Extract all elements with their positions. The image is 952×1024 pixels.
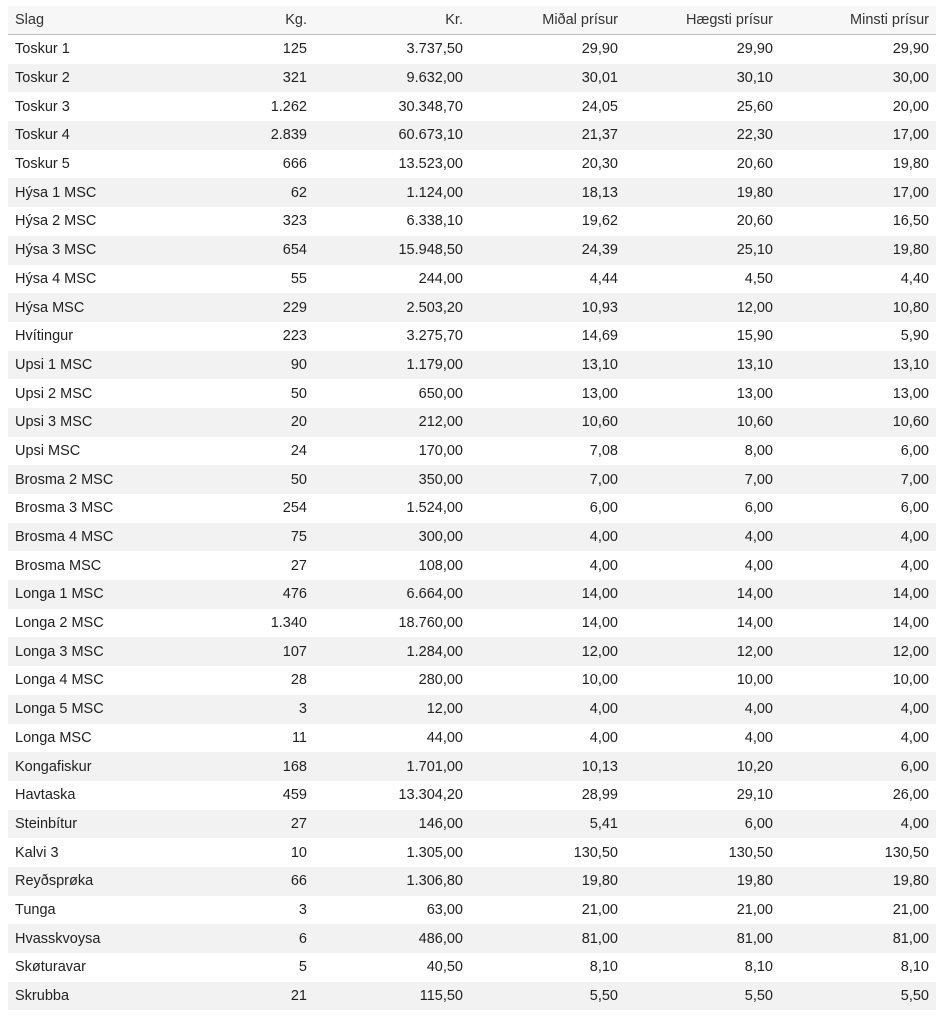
cell-midal-prisur: 14,00 [470, 580, 625, 609]
cell-haegsti-prisur: 25,10 [625, 236, 780, 265]
column-header-kg[interactable]: Kg. [168, 6, 314, 35]
cell-kg: 459 [168, 781, 314, 810]
cell-kr: 115,50 [314, 982, 470, 1011]
cell-kr: 350,00 [314, 465, 470, 494]
table-row [8, 437, 936, 466]
cell-kg: 229 [168, 293, 314, 322]
price-table-container [8, 6, 936, 1010]
cell-haegsti-prisur: 25,60 [625, 92, 780, 121]
cell-minsti-prisur: 10,00 [780, 666, 936, 695]
table-row [8, 322, 936, 351]
cell-minsti-prisur: 12,00 [780, 637, 936, 666]
column-header-haegsti-prisur[interactable]: Hægsti prísur [625, 6, 780, 35]
cell-minsti-prisur: 81,00 [780, 924, 936, 953]
cell-midal-prisur: 10,93 [470, 293, 625, 322]
cell-slag: Upsi 3 MSC [8, 408, 168, 437]
cell-kg: 21 [168, 982, 314, 1011]
table-row [8, 351, 936, 380]
cell-haegsti-prisur: 19,80 [625, 178, 780, 207]
cell-minsti-prisur: 17,00 [780, 178, 936, 207]
cell-haegsti-prisur: 4,00 [625, 695, 780, 724]
cell-slag: Brosma MSC [8, 551, 168, 580]
cell-kr: 170,00 [314, 437, 470, 466]
cell-slag: Longa 2 MSC [8, 609, 168, 638]
cell-haegsti-prisur: 8,10 [625, 953, 780, 982]
cell-minsti-prisur: 4,40 [780, 265, 936, 294]
cell-midal-prisur: 5,50 [470, 982, 625, 1011]
cell-slag: Longa 5 MSC [8, 695, 168, 724]
cell-minsti-prisur: 17,00 [780, 121, 936, 150]
cell-kr: 18.760,00 [314, 609, 470, 638]
cell-kg: 90 [168, 351, 314, 380]
cell-slag: Skrubba [8, 982, 168, 1011]
cell-kr: 1.306,80 [314, 867, 470, 896]
cell-minsti-prisur: 4,00 [780, 695, 936, 724]
cell-kg: 254 [168, 494, 314, 523]
table-row [8, 236, 936, 265]
table-row [8, 379, 936, 408]
table-row [8, 637, 936, 666]
cell-slag: Toskur 2 [8, 64, 168, 93]
cell-minsti-prisur: 5,50 [780, 982, 936, 1011]
cell-kg: 3 [168, 695, 314, 724]
cell-midal-prisur: 28,99 [470, 781, 625, 810]
cell-haegsti-prisur: 13,10 [625, 351, 780, 380]
cell-kr: 212,00 [314, 408, 470, 437]
cell-kg: 3 [168, 896, 314, 925]
cell-kr: 2.503,20 [314, 293, 470, 322]
table-row [8, 695, 936, 724]
table-row [8, 580, 936, 609]
cell-haegsti-prisur: 5,50 [625, 982, 780, 1011]
cell-slag: Brosma 2 MSC [8, 465, 168, 494]
cell-slag: Steinbítur [8, 810, 168, 839]
cell-haegsti-prisur: 12,00 [625, 637, 780, 666]
cell-kg: 6 [168, 924, 314, 953]
cell-haegsti-prisur: 29,10 [625, 781, 780, 810]
cell-haegsti-prisur: 10,20 [625, 752, 780, 781]
cell-slag: Toskur 5 [8, 150, 168, 179]
cell-slag: Kalvi 3 [8, 838, 168, 867]
table-row [8, 838, 936, 867]
table-row [8, 121, 936, 150]
cell-kg: 654 [168, 236, 314, 265]
cell-haegsti-prisur: 10,00 [625, 666, 780, 695]
cell-kr: 9.632,00 [314, 64, 470, 93]
cell-kr: 15.948,50 [314, 236, 470, 265]
cell-minsti-prisur: 30,00 [780, 64, 936, 93]
column-header-slag[interactable]: Slag [8, 6, 168, 35]
cell-haegsti-prisur: 20,60 [625, 207, 780, 236]
cell-haegsti-prisur: 6,00 [625, 810, 780, 839]
cell-minsti-prisur: 6,00 [780, 494, 936, 523]
cell-slag: Longa 4 MSC [8, 666, 168, 695]
table-body [8, 35, 936, 1011]
cell-midal-prisur: 130,50 [470, 838, 625, 867]
cell-minsti-prisur: 6,00 [780, 752, 936, 781]
table-row [8, 494, 936, 523]
cell-minsti-prisur: 19,80 [780, 867, 936, 896]
cell-midal-prisur: 19,80 [470, 867, 625, 896]
cell-midal-prisur: 10,00 [470, 666, 625, 695]
cell-haegsti-prisur: 8,00 [625, 437, 780, 466]
cell-kr: 108,00 [314, 551, 470, 580]
cell-kr: 6.664,00 [314, 580, 470, 609]
cell-minsti-prisur: 5,90 [780, 322, 936, 351]
cell-kg: 27 [168, 551, 314, 580]
table-row [8, 408, 936, 437]
cell-midal-prisur: 29,90 [470, 35, 625, 64]
cell-kr: 3.275,70 [314, 322, 470, 351]
cell-kr: 63,00 [314, 896, 470, 925]
cell-kr: 12,00 [314, 695, 470, 724]
cell-haegsti-prisur: 13,00 [625, 379, 780, 408]
cell-kr: 146,00 [314, 810, 470, 839]
cell-kr: 6.338,10 [314, 207, 470, 236]
cell-kr: 650,00 [314, 379, 470, 408]
cell-haegsti-prisur: 4,50 [625, 265, 780, 294]
cell-kg: 1.340 [168, 609, 314, 638]
cell-kg: 476 [168, 580, 314, 609]
cell-slag: Hýsa 1 MSC [8, 178, 168, 207]
cell-midal-prisur: 21,00 [470, 896, 625, 925]
cell-midal-prisur: 6,00 [470, 494, 625, 523]
cell-kr: 300,00 [314, 523, 470, 552]
cell-minsti-prisur: 13,10 [780, 351, 936, 380]
cell-midal-prisur: 81,00 [470, 924, 625, 953]
cell-slag: Hvasskvoysa [8, 924, 168, 953]
cell-midal-prisur: 10,13 [470, 752, 625, 781]
cell-slag: Brosma 3 MSC [8, 494, 168, 523]
cell-kg: 223 [168, 322, 314, 351]
cell-slag: Reyðsprøka [8, 867, 168, 896]
cell-slag: Hýsa 4 MSC [8, 265, 168, 294]
cell-kg: 107 [168, 637, 314, 666]
cell-kr: 1.179,00 [314, 351, 470, 380]
cell-kr: 280,00 [314, 666, 470, 695]
cell-kr: 244,00 [314, 265, 470, 294]
cell-slag: Havtaska [8, 781, 168, 810]
cell-midal-prisur: 10,60 [470, 408, 625, 437]
cell-kr: 60.673,10 [314, 121, 470, 150]
cell-kg: 666 [168, 150, 314, 179]
cell-kg: 125 [168, 35, 314, 64]
cell-slag: Hýsa 3 MSC [8, 236, 168, 265]
cell-minsti-prisur: 19,80 [780, 236, 936, 265]
cell-kr: 1.284,00 [314, 637, 470, 666]
cell-minsti-prisur: 14,00 [780, 580, 936, 609]
table-row [8, 465, 936, 494]
cell-kr: 486,00 [314, 924, 470, 953]
cell-slag: Hýsa 2 MSC [8, 207, 168, 236]
cell-haegsti-prisur: 4,00 [625, 523, 780, 552]
cell-slag: Hvítingur [8, 322, 168, 351]
cell-midal-prisur: 7,00 [470, 465, 625, 494]
cell-slag: Longa 1 MSC [8, 580, 168, 609]
cell-minsti-prisur: 19,80 [780, 150, 936, 179]
cell-minsti-prisur: 4,00 [780, 810, 936, 839]
cell-minsti-prisur: 10,60 [780, 408, 936, 437]
cell-midal-prisur: 13,00 [470, 379, 625, 408]
table-row [8, 724, 936, 753]
cell-haegsti-prisur: 6,00 [625, 494, 780, 523]
table-row [8, 982, 936, 1011]
table-header [8, 6, 936, 35]
cell-haegsti-prisur: 14,00 [625, 609, 780, 638]
cell-kg: 50 [168, 379, 314, 408]
cell-kr: 1.124,00 [314, 178, 470, 207]
cell-haegsti-prisur: 20,60 [625, 150, 780, 179]
cell-haegsti-prisur: 19,80 [625, 867, 780, 896]
cell-haegsti-prisur: 14,00 [625, 580, 780, 609]
cell-minsti-prisur: 8,10 [780, 953, 936, 982]
cell-midal-prisur: 12,00 [470, 637, 625, 666]
cell-kg: 66 [168, 867, 314, 896]
table-row [8, 609, 936, 638]
cell-midal-prisur: 21,37 [470, 121, 625, 150]
cell-kg: 50 [168, 465, 314, 494]
table-row [8, 523, 936, 552]
header-row [8, 6, 936, 35]
cell-midal-prisur: 24,05 [470, 92, 625, 121]
cell-kr: 1.701,00 [314, 752, 470, 781]
cell-kr: 13.304,20 [314, 781, 470, 810]
cell-slag: Tunga [8, 896, 168, 925]
cell-haegsti-prisur: 29,90 [625, 35, 780, 64]
cell-slag: Toskur 3 [8, 92, 168, 121]
cell-minsti-prisur: 7,00 [780, 465, 936, 494]
table-row [8, 781, 936, 810]
cell-kg: 2.839 [168, 121, 314, 150]
cell-kr: 13.523,00 [314, 150, 470, 179]
cell-haegsti-prisur: 15,90 [625, 322, 780, 351]
cell-haegsti-prisur: 7,00 [625, 465, 780, 494]
cell-midal-prisur: 14,00 [470, 609, 625, 638]
cell-kr: 1.524,00 [314, 494, 470, 523]
cell-midal-prisur: 30,01 [470, 64, 625, 93]
table-row [8, 752, 936, 781]
table-row [8, 666, 936, 695]
price-table [8, 6, 936, 1010]
cell-kr: 44,00 [314, 724, 470, 753]
cell-haegsti-prisur: 22,30 [625, 121, 780, 150]
table-row [8, 867, 936, 896]
column-header-midal-prisur[interactable]: Miðal prísur [470, 6, 625, 35]
cell-minsti-prisur: 4,00 [780, 724, 936, 753]
column-header-minsti-prisur[interactable]: Minsti prísur [780, 6, 936, 35]
cell-kr: 40,50 [314, 953, 470, 982]
cell-midal-prisur: 4,00 [470, 551, 625, 580]
cell-minsti-prisur: 13,00 [780, 379, 936, 408]
table-row [8, 207, 936, 236]
cell-kg: 24 [168, 437, 314, 466]
cell-haegsti-prisur: 12,00 [625, 293, 780, 322]
cell-minsti-prisur: 4,00 [780, 523, 936, 552]
cell-midal-prisur: 4,44 [470, 265, 625, 294]
cell-kr: 30.348,70 [314, 92, 470, 121]
cell-haegsti-prisur: 4,00 [625, 551, 780, 580]
cell-kg: 10 [168, 838, 314, 867]
cell-midal-prisur: 20,30 [470, 150, 625, 179]
cell-kr: 1.305,00 [314, 838, 470, 867]
table-row [8, 265, 936, 294]
cell-slag: Toskur 1 [8, 35, 168, 64]
cell-haegsti-prisur: 10,60 [625, 408, 780, 437]
cell-kg: 323 [168, 207, 314, 236]
cell-minsti-prisur: 10,80 [780, 293, 936, 322]
cell-midal-prisur: 19,62 [470, 207, 625, 236]
cell-kg: 1.262 [168, 92, 314, 121]
cell-midal-prisur: 8,10 [470, 953, 625, 982]
table-row [8, 293, 936, 322]
cell-minsti-prisur: 6,00 [780, 437, 936, 466]
cell-kg: 168 [168, 752, 314, 781]
cell-haegsti-prisur: 81,00 [625, 924, 780, 953]
cell-kg: 28 [168, 666, 314, 695]
table-row [8, 953, 936, 982]
table-row [8, 92, 936, 121]
table-row [8, 924, 936, 953]
table-row [8, 810, 936, 839]
cell-minsti-prisur: 130,50 [780, 838, 936, 867]
cell-midal-prisur: 24,39 [470, 236, 625, 265]
cell-slag: Upsi 1 MSC [8, 351, 168, 380]
cell-minsti-prisur: 4,00 [780, 551, 936, 580]
cell-kg: 11 [168, 724, 314, 753]
cell-slag: Toskur 4 [8, 121, 168, 150]
table-row [8, 35, 936, 64]
cell-haegsti-prisur: 130,50 [625, 838, 780, 867]
table-row [8, 551, 936, 580]
cell-minsti-prisur: 26,00 [780, 781, 936, 810]
cell-slag: Upsi 2 MSC [8, 379, 168, 408]
cell-kg: 55 [168, 265, 314, 294]
cell-haegsti-prisur: 21,00 [625, 896, 780, 925]
cell-kg: 27 [168, 810, 314, 839]
table-row [8, 896, 936, 925]
cell-minsti-prisur: 29,90 [780, 35, 936, 64]
cell-slag: Skøturavar [8, 953, 168, 982]
cell-slag: Hýsa MSC [8, 293, 168, 322]
cell-kr: 3.737,50 [314, 35, 470, 64]
cell-kg: 20 [168, 408, 314, 437]
cell-haegsti-prisur: 4,00 [625, 724, 780, 753]
cell-midal-prisur: 14,69 [470, 322, 625, 351]
cell-midal-prisur: 4,00 [470, 724, 625, 753]
cell-slag: Brosma 4 MSC [8, 523, 168, 552]
cell-midal-prisur: 4,00 [470, 523, 625, 552]
cell-kg: 5 [168, 953, 314, 982]
cell-midal-prisur: 4,00 [470, 695, 625, 724]
cell-kg: 62 [168, 178, 314, 207]
cell-minsti-prisur: 21,00 [780, 896, 936, 925]
cell-slag: Longa MSC [8, 724, 168, 753]
column-header-kr[interactable]: Kr. [314, 6, 470, 35]
cell-midal-prisur: 7,08 [470, 437, 625, 466]
cell-kg: 75 [168, 523, 314, 552]
cell-haegsti-prisur: 30,10 [625, 64, 780, 93]
cell-slag: Kongafiskur [8, 752, 168, 781]
cell-midal-prisur: 13,10 [470, 351, 625, 380]
table-row [8, 150, 936, 179]
cell-kg: 321 [168, 64, 314, 93]
cell-midal-prisur: 18,13 [470, 178, 625, 207]
cell-slag: Longa 3 MSC [8, 637, 168, 666]
cell-minsti-prisur: 14,00 [780, 609, 936, 638]
cell-minsti-prisur: 16,50 [780, 207, 936, 236]
table-row [8, 64, 936, 93]
table-row [8, 178, 936, 207]
cell-slag: Upsi MSC [8, 437, 168, 466]
cell-midal-prisur: 5,41 [470, 810, 625, 839]
cell-minsti-prisur: 20,00 [780, 92, 936, 121]
